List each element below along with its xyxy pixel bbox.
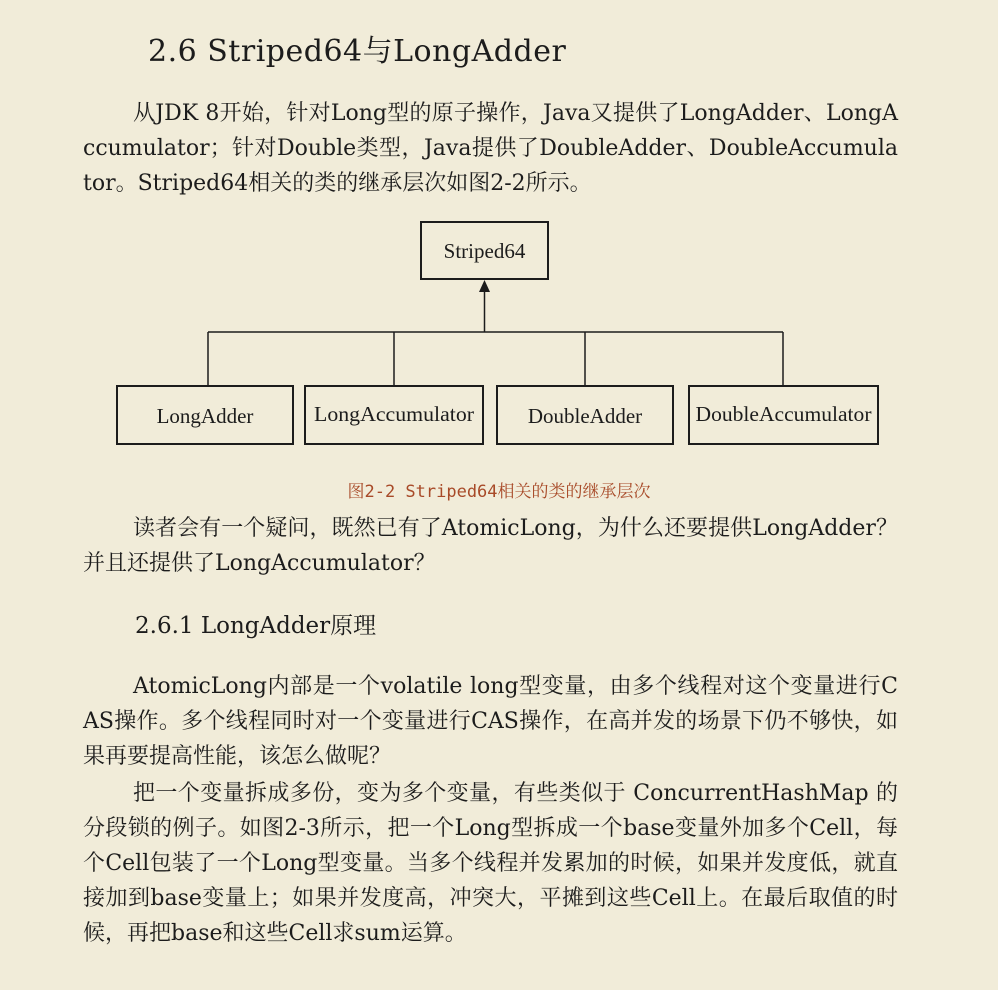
subsection-title: 2.6.1 LongAdder原理 xyxy=(135,613,377,639)
section-title: 2.6 Striped64与LongAdder xyxy=(148,34,567,69)
inheritance-diagram xyxy=(0,215,998,455)
paragraph-atomiclong: AtomicLong内部是一个volatile long型变量，由多个线程对这个变量进行CAS操作。多个线程同时对一个变量进行CAS操作，在高并发的场景下仍不够快，如果再要提高性能，该怎么做呢？ xyxy=(83,674,898,769)
node-longaccumulator-label: LongAccumulator xyxy=(314,402,475,426)
paragraph-intro: 从JDK 8开始，针对Long型的原子操作，Java又提供了LongAdder、LongAccumulator；针对Double类型，Java提供了DoubleAdder、DoubleAccumulator。Striped64相关的类的继承层次如图2-2所示。 xyxy=(83,101,898,196)
node-striped64-label: Striped64 xyxy=(443,239,526,263)
node-longadder-label: LongAdder xyxy=(156,404,254,428)
paragraph-split-variable: 把一个变量拆成多份，变为多个变量，有些类似于 ConcurrentHashMap 的分段锁的例子。如图2-3所示，把一个Long型拆成一个base变量外加多个Cell，每个Cell包装了一个Long型变量。当多个线程并发累加的时候，如果并发度低，就直接加到base变量上；如果并发度高，冲突大，平摊到这些Cell上。在最后取值的时候，再把base和这些Cell求sum运算。 xyxy=(83,781,898,946)
paragraph-question: 读者会有一个疑问，既然已有了AtomicLong，为什么还要提供LongAdder？并且还提供了LongAccumulator？ xyxy=(83,516,898,576)
figure-caption: 图2-2 Striped64相关的类的继承层次 xyxy=(347,482,651,502)
node-doubleaccumulator-label: DoubleAccumulator xyxy=(695,402,872,426)
node-doubleadder-label: DoubleAdder xyxy=(527,404,643,428)
inheritance-arrowhead xyxy=(479,280,490,292)
